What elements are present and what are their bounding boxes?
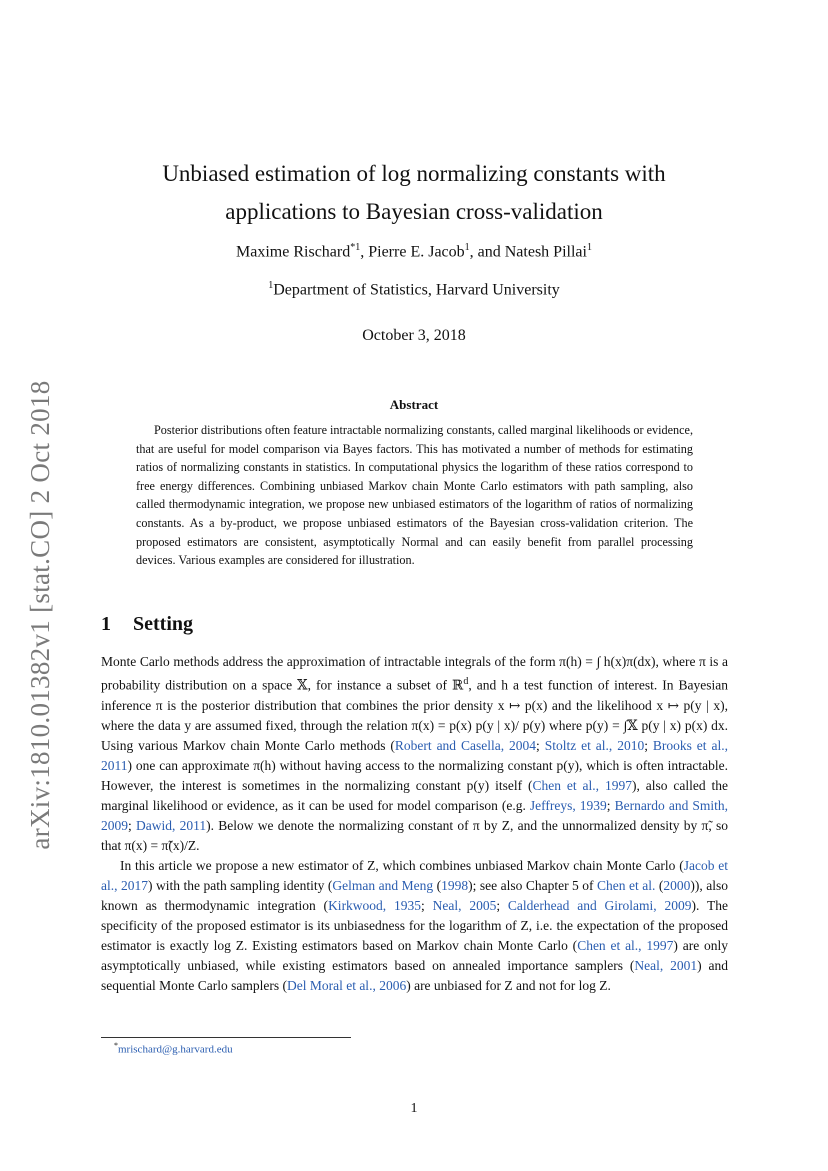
text-run: ) are only asymptotically unbiased, while existing estimators based on annealed importance samplers ( [101,937,729,973]
author-2: , Pierre E. Jacob [360,243,465,261]
section-heading [101,613,193,636]
citation-link[interactable]: Brooks et al., 2011 [101,737,728,773]
text-run: In this article we propose a new estimator of Z, which combines unbiased Markov chain Monte Carlo ( [120,857,684,873]
citation-link[interactable]: Calderhead and Girolami, 2009 [507,897,692,913]
text-run: ( [433,877,442,893]
citation-link[interactable]: Chen et al. [597,877,656,893]
citation-link[interactable]: Jacob et al., 2017 [101,857,728,893]
text-run: ; [644,737,653,753]
footnote-rule [101,1037,351,1038]
page-number: 1 [410,1101,418,1116]
paragraph-2 [101,856,728,996]
text-run: , and h a test function of interest. In Bayesian inference π is the posterior distribution that combines the prior density x ↦ p(x) and the likelihood x ↦ p(y | x), where the data y are assumed fixed, through the relation π(x) = p(x) p(y | x)/ p(y) where p(y) = ∫𝕏 p(y | x) p(x) dx. Using various Markov chain Monte Carlo methods ( [101,677,728,753]
body-text [101,652,728,996]
text-run: ; [536,737,545,753]
text-run: ); see also Chapter 5 of [468,877,598,893]
section-title: Setting [133,613,193,635]
abstract-heading: Abstract [389,397,439,412]
authors [100,242,728,261]
citation-link[interactable]: Kirkwood, 1935 [328,897,422,913]
date: October 3, 2018 [362,327,466,344]
text-run: ; [496,897,508,913]
text-run: ; [128,817,136,833]
citation-link[interactable]: Bernardo and Smith, 2009 [101,797,728,833]
text-run: ). Below we denote the normalizing constant of π by Z, and the unnormalized density by π̃, so that π(x) = π̃(x)/Z. [101,817,728,853]
section-number: 1 [101,613,111,635]
text-run: ( [655,877,664,893]
citation-link[interactable]: Del Moral et al., 2006 [286,977,407,993]
citation-link[interactable]: Neal, 2001 [634,957,698,973]
title-line-2: applications to Bayesian cross-validation [225,199,603,224]
footnote-email-link[interactable]: mrischard@g.harvard.edu [118,1043,233,1056]
citation-link[interactable]: Chen et al., 1997 [577,937,674,953]
citation-link[interactable]: Chen et al., 1997 [532,777,632,793]
citation-link[interactable]: Robert and Casella, 2004 [394,737,537,753]
citation-link[interactable]: Gelman and Meng [332,877,434,893]
paper-title [100,155,728,231]
affiliation-text: Department of Statistics, Harvard University [273,281,560,299]
text-run: Monte Carlo methods address the approximation of intractable integrals of the form π(h) = ∫ h(x)π(dx), where π is a probability distribution on a space 𝕏, for instance a subset of ℝ [101,654,728,693]
text-run: ) one can approximate π(h) without having access to the normalizing constant p(y), which is often intractable. However, the interest is sometimes in the normalizing constant p(y) itself ( [101,757,728,793]
author-1: Maxime Rischard [236,243,351,261]
author-3-affil: 1 [586,242,592,253]
text-run: d [463,676,469,687]
author-3: , and Natesh Pillai [469,243,587,261]
footnote [114,1041,233,1056]
citation-link[interactable]: Jeffreys, 1939 [529,797,607,813]
text-run: ), also called the marginal likelihood or evidence, as it can be used for model comparison (e.g. [101,777,729,813]
abstract [136,421,693,570]
author-1-affil: *1 [350,242,361,253]
citation-link[interactable]: Dawid, 2011 [136,817,207,833]
text-run: ; [606,797,615,813]
footnote-mark: * [114,1041,118,1050]
affiliation [100,280,728,299]
arxiv-stamp: arXiv:1810.01382v1 [stat.CO] 2 Oct 2018 [25,380,55,850]
citation-link[interactable]: 2000 [663,877,691,893]
text-run: ). The specificity of the proposed estimator is its unbiasedness for the logarithm of Z, i.e. the expectation of the proposed estimator is exactly log Z. Existing estimators based on Markov chain Monte Carlo ( [101,897,728,953]
text-run: )), also known as thermodynamic integration ( [101,877,728,913]
citation-link[interactable]: Neal, 2005 [432,897,497,913]
title-line-1: Unbiased estimation of log normalizing constants with [162,161,666,186]
text-run: ; [421,897,433,913]
citation-link[interactable]: 1998 [441,877,469,893]
paragraph-1 [101,652,728,856]
text-run: ) and sequential Monte Carlo samplers ( [101,957,728,993]
affiliation-mark: 1 [268,280,274,291]
author-2-affil: 1 [464,242,470,253]
text-run: ) are unbiased for Z and not for log Z. [406,977,611,993]
text-run: ) with the path sampling identity ( [147,877,333,893]
abstract-text: Posterior distributions often feature intractable normalizing constants, called marginal likelihoods or evidence, that are useful for model comparison via Bayes factors. This has motivated a number of methods for estimating ratios of normalizing constants in statistics. In computational physics the logarithm of these ratios correspond to free energy differences. Combining unbiased Markov chain Monte Carlo estimators with path sampling, also called thermodynamic integration, we propose new unbiased estimators of the logarithm of ratios of normalizing constants. As a by-product, we propose unbiased estimators of the Bayesian cross-validation criterion. The proposed estimators are consistent, asymptotically Normal and can easily benefit from parallel processing devices. Various examples are considered for illustration. [136,423,693,568]
citation-link[interactable]: Stoltz et al., 2010 [544,737,645,753]
